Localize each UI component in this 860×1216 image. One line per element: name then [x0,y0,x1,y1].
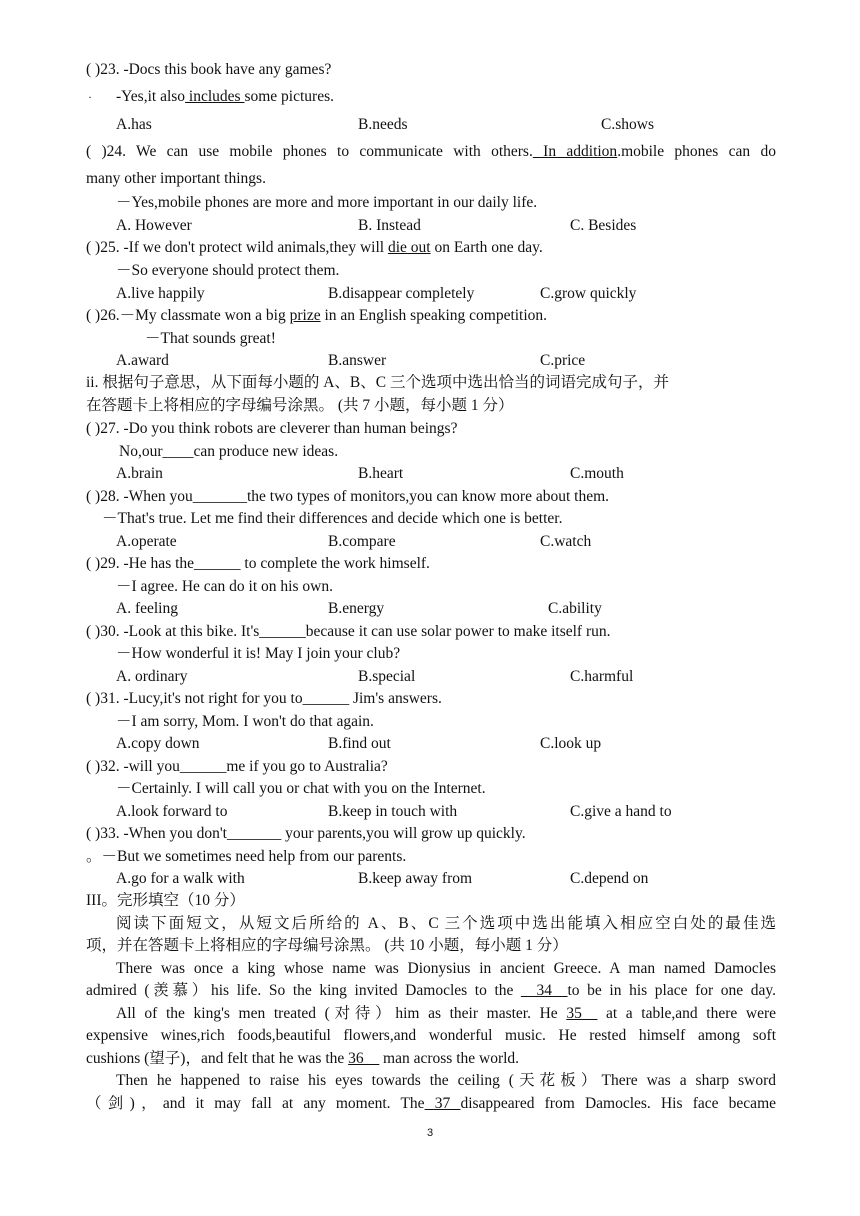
section-ii-instructions-2: 在答题卡上将相应的字母编号涂黑。 (共 7 小题，每小题 1 分） [86,397,514,414]
q33-option-b: B.keep away from [358,870,473,887]
q24-stem-cont: many other important things. [86,170,266,187]
q31-option-c: C.look up [540,735,602,752]
q23-option-b: B.needs [358,116,408,133]
q31-stem: ( )31. -Lucy,it's not right for you to______ Jim's answers. [86,690,442,707]
q28-option-c: C.watch [540,533,592,550]
q24-stem: ( )24. We can use mobile phones to communicate with others. In addition.mobile phones can do [86,143,776,160]
q28-option-b: B.compare [328,533,396,550]
q30-option-b: B.special [358,668,416,685]
passage-p2-line2: expensive wines,rich foods,beautiful flowers,and wonderful music. He rested himself among soft [86,1027,776,1044]
passage-p3-line1: Then he happened to raise his eyes towards the ceiling (天花板）There was a sharp sword [116,1072,776,1089]
passage-p2-line3: cushions (望子)，and felt that he was the 36__ man across the world. [86,1050,520,1067]
q33-reply: 。－But we sometimes need help from our parents. [86,848,407,865]
q32-reply: －Certainly. I will call you or chat with you on the Internet. [116,780,486,797]
q23-bullet: · [88,90,92,104]
q23-option-a: A.has [116,116,152,133]
q23-option-c: C.shows [601,116,654,133]
q26-option-a: A.award [116,352,169,369]
q30-option-a: A. ordinary [116,668,188,685]
q29-option-a: A. feeling [116,600,178,617]
q27-option-a: A.brain [116,465,163,482]
passage-p2-line1: All of the king's men treated (对待）him as their master. He 35__ at a table,and there were [116,1005,776,1022]
q32-stem: ( )32. -will you______me if you go to Australia? [86,758,388,775]
section-iii-instructions-1: 阅读下面短文，从短文后所给的 A、B、C 三个选项中选出能填入相应空白处的最佳选 [116,915,776,932]
q26-option-c: C.price [540,352,586,369]
q32-option-c: C.give a hand to [570,803,672,820]
section-ii-instructions-1: ii. 根据句子意思，从下面每小题的 A、B、C 三个选项中选出恰当的词语完成句子，并 [86,374,669,391]
q28-reply: －That's true. Let me find their differences and decide which one is better. [102,510,563,527]
q29-stem: ( )29. -He has the______ to complete the work himself. [86,555,430,572]
q33-option-c: C.depend on [570,870,649,887]
q24-option-a: A. However [116,217,192,234]
q27-option-c: C.mouth [570,465,624,482]
q25-reply: －So everyone should protect them. [116,262,340,279]
q27-reply: No,our____can produce new ideas. [119,443,339,460]
q25-option-c: C.grow quickly [540,285,637,302]
q23-stem: ( )23. -Docs this book have any games? [86,61,332,78]
q28-option-a: A.operate [116,533,177,550]
q29-reply: －I agree. He can do it on his own. [116,578,333,595]
q30-stem: ( )30. -Look at this bike. It's______because it can use solar power to make itself run. [86,623,611,640]
q28-stem: ( )28. -When you_______the two types of monitors,you can know more about them. [86,488,610,505]
q31-option-b: B.find out [328,735,391,752]
q24-reply: －Yes,mobile phones are more and more important in our daily life. [116,194,538,211]
q31-option-a: A.copy down [116,735,200,752]
section-iii-title: III。完形填空（10 分） [86,892,245,909]
passage-p1-line2: admired (羡慕）his life. So the king invited Damocles to the __34__to be in his place for one day. [86,982,776,999]
q32-option-a: A.look forward to [116,803,228,820]
q26-option-b: B.answer [328,352,387,369]
section-iii-instructions-2: 项，并在答题卡上将相应的字母编号涂黑。 (共 10 小题，每小题 1 分） [86,937,568,954]
q25-stem: ( )25. -If we don't protect wild animals,they will die out on Earth one day. [86,239,543,256]
q30-option-c: C.harmful [570,668,634,685]
q32-option-b: B.keep in touch with [328,803,458,820]
q23-reply: -Yes,it also includes some pictures. [116,88,334,105]
page-number: 3 [426,1127,434,1139]
q25-option-a: A.live happily [116,285,205,302]
passage-p1-line1: There was once a king whose name was Dionysius in ancient Greece. A man named Damocles [116,960,776,977]
q33-option-a: A.go for a walk with [116,870,245,887]
q26-stem: ( )26.－My classmate won a big prize in an English speaking competition. [86,307,548,324]
passage-p3-line2: （剑)，and it may fall at any moment. The 37 disappeared from Damocles. His face became [86,1095,777,1112]
q29-option-b: B.energy [328,600,385,617]
q24-option-b: B. Instead [358,217,421,234]
q25-option-b: B.disappear completely [328,285,475,302]
q27-stem: ( )27. -Do you think robots are cleverer than human beings? [86,420,458,437]
q31-reply: －I am sorry, Mom. I won't do that again. [116,713,374,730]
q24-option-c: C. Besides [570,217,637,234]
q30-reply: －How wonderful it is! May I join your club? [116,645,401,662]
q33-stem: ( )33. -When you don't_______ your parents,you will grow up quickly. [86,825,526,842]
q26-reply: －That sounds great! [145,330,276,347]
q27-option-b: B.heart [358,465,404,482]
q29-option-c: C.ability [548,600,602,617]
